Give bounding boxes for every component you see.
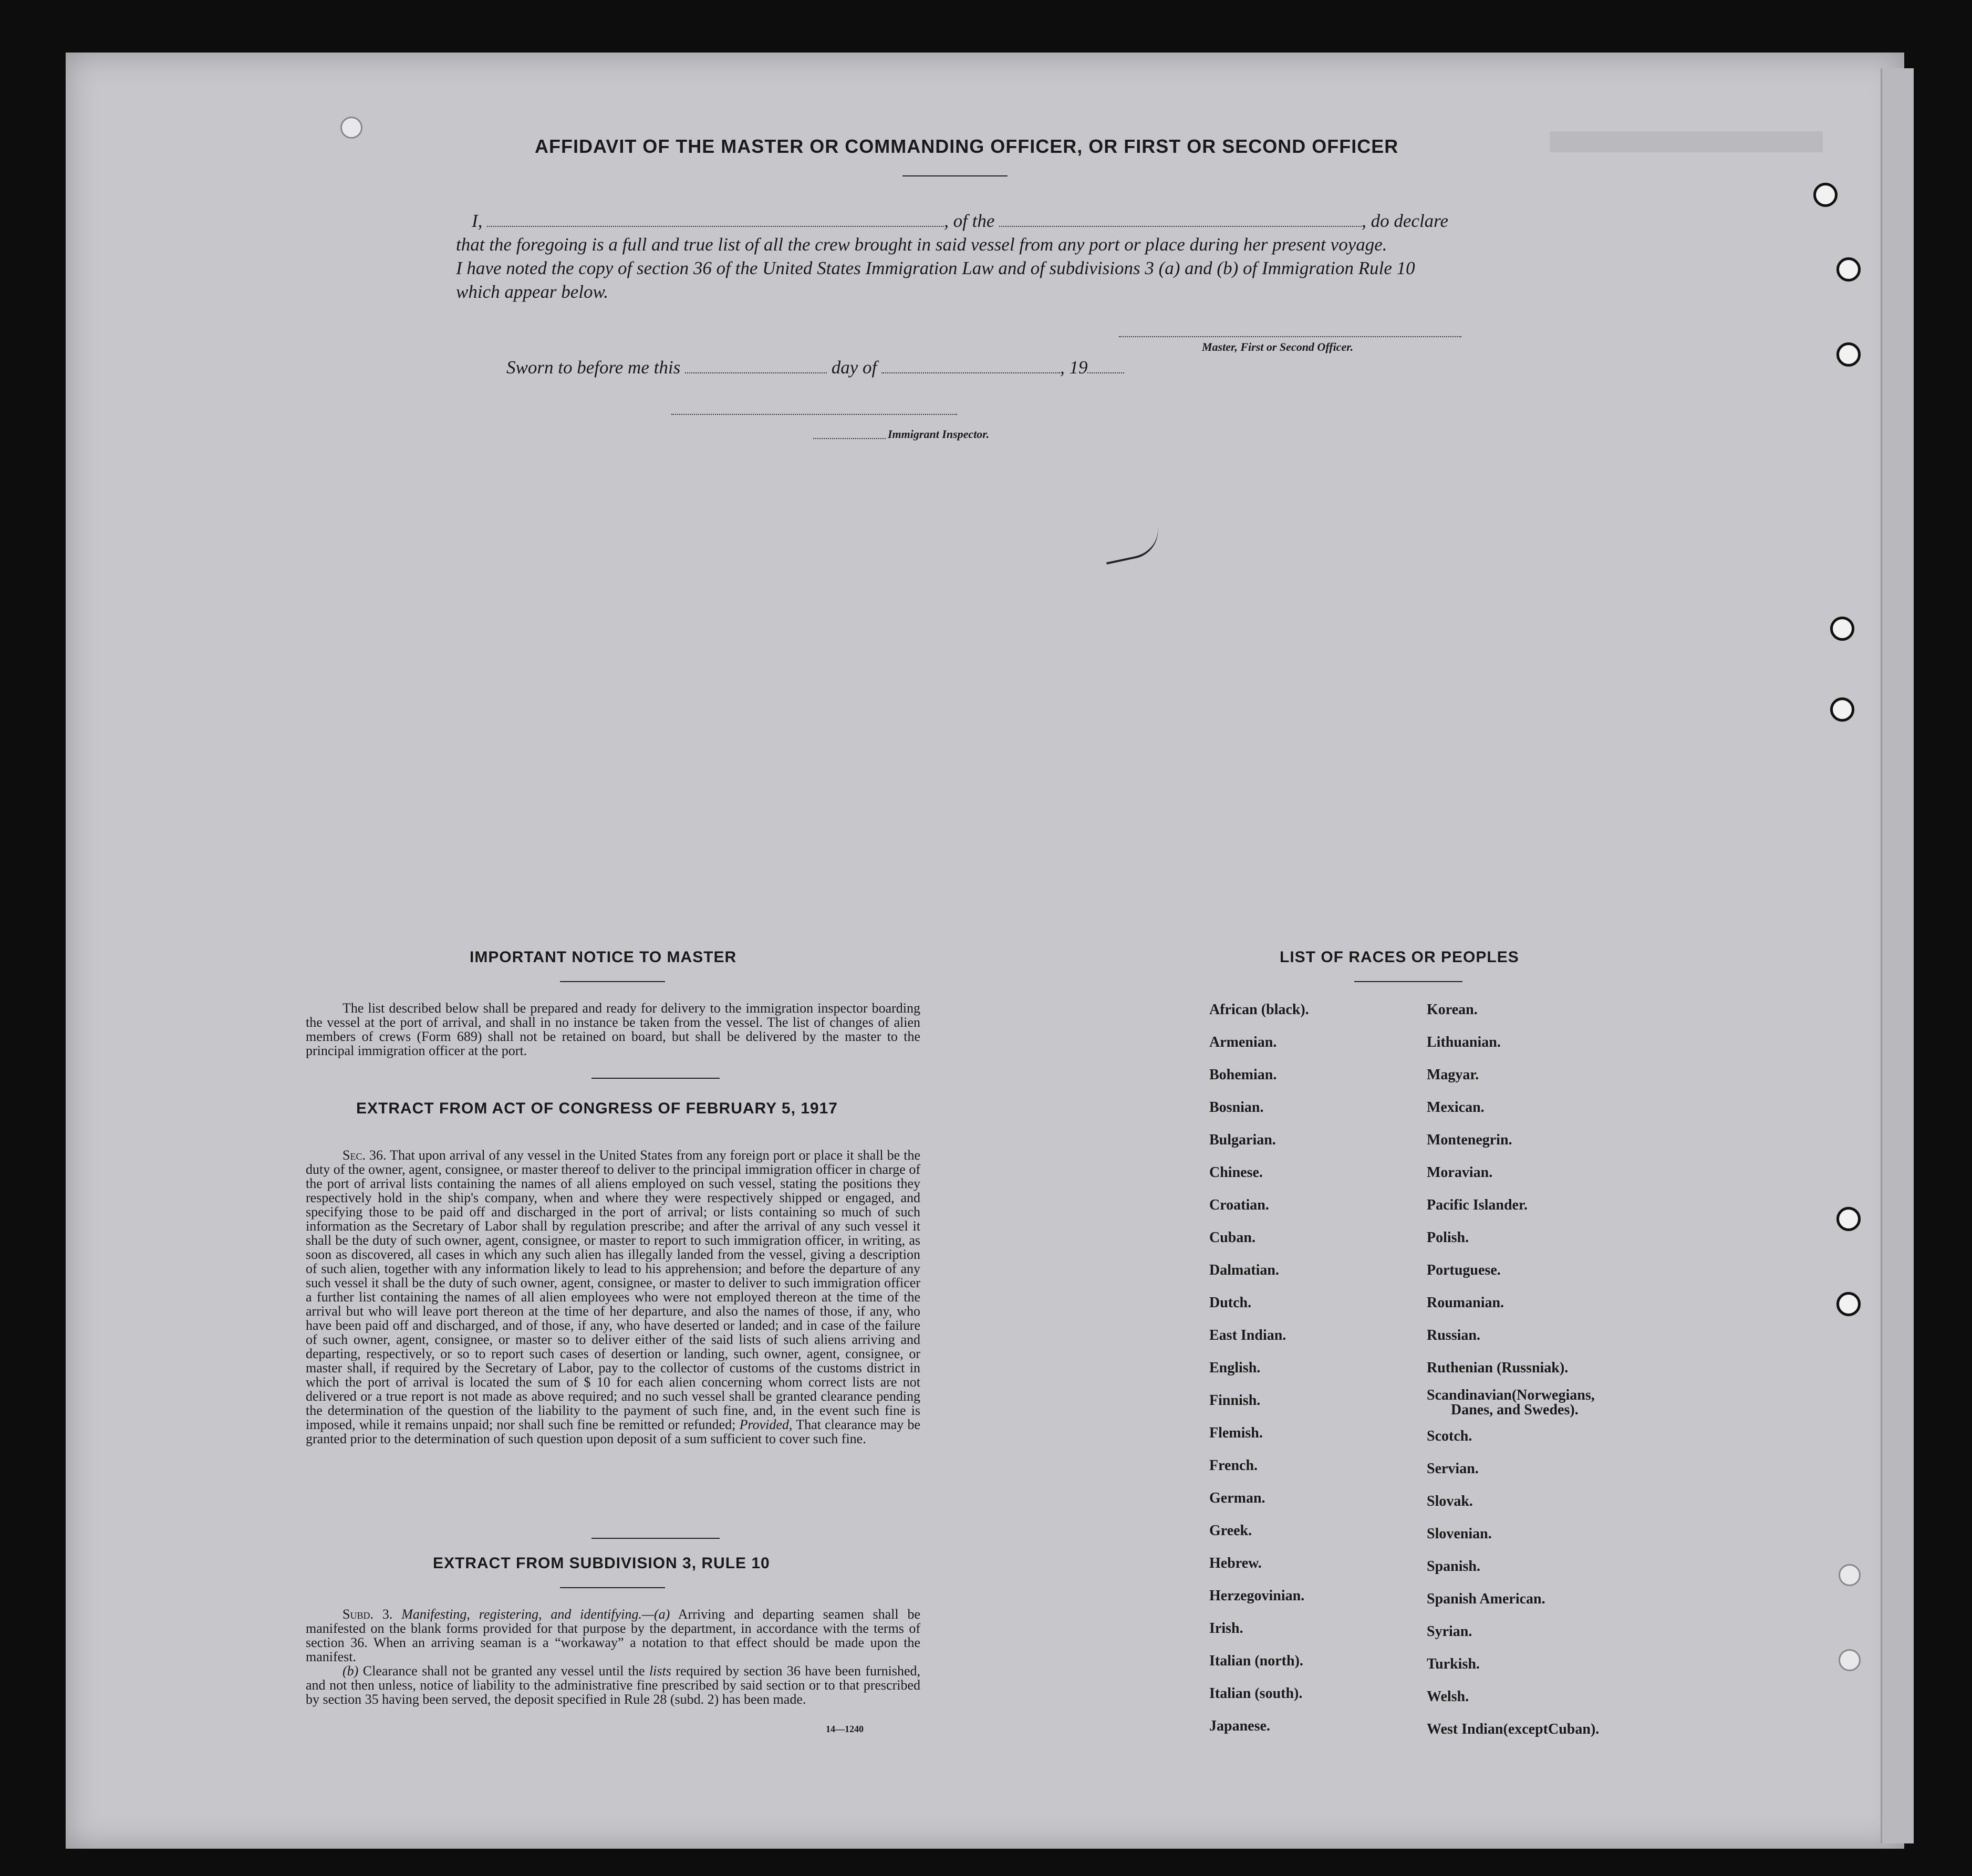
race-item: Scandinavian(Norwegians, Danes, and Swedes). bbox=[1427, 1387, 1595, 1418]
divider bbox=[560, 981, 665, 982]
divider bbox=[591, 1078, 720, 1079]
subd-label: Subd. 3. bbox=[342, 1607, 393, 1622]
affidavit-line-3: I have noted the copy of section 36 of the United States Immigration Law and of subdivisions 3 (a) and (b) of Immigration Rule 10 bbox=[456, 258, 1415, 278]
inspector-signature-field[interactable] bbox=[671, 413, 957, 415]
rule10-heading: EXTRACT FROM SUBDIVISION 3, RULE 10 bbox=[433, 1555, 770, 1572]
sworn-year-field[interactable] bbox=[1087, 358, 1124, 373]
act-provided: Provided, bbox=[739, 1417, 793, 1432]
bleed-through bbox=[1550, 131, 1823, 152]
race-item: Bohemian. bbox=[1209, 1067, 1277, 1083]
notice-paragraph: The list described below shall be prepared and ready for delivery to the immigration inspector boarding the vessel at the port of arrival, and shall in no instance be taken from the vessel. The list of changes of alien members of crews (Form 689) shall not be retained on board, but shall be delivered by the master to the principal immigration officer at the port. bbox=[306, 1000, 920, 1058]
act-text-a: That upon arrival of any vessel in the United States from any foreign port or place it shall be the duty of the owner, agent, consignee, or master thereof to deliver to the principal immigration officer in charge of the port of arrival lists containing the names of all aliens employed on such vessel, stating the positions they respectively hold in the ship's company, when and where they were respectively shipped or engaged, and specifying those to be paid off and discharged in the port of arrival; or lists containing so much of such information as the Secretary of Labor shall by regulation prescribe; and after the arrival of any such vessel it shall be the duty of such owner, agent, consignee, or master to report to such immigration officer, in writing, as soon as discovered, all cases in which any such alien has illegally landed from the vessel, giving a description of such alien, together with any information likely to lead to his apprehension; and before the departure of any such vessel it shall be the duty of such owner, agent, consignee, or master to deliver to such immigration officer a further list containing the names of all alien employees who were not employed thereon at the time of the arrival but who will leave port thereon at the time of her departure, and also the names of those, if any, who have been paid off and discharged, and of those, if any, who have deserted or landed; and in case of the failure of such owner, agent, consignee, or master so to deliver either of the said lists of such aliens arriving and departing, respectively, or so to report such cases of desertion or landing, such owner, agent, consignee, or master shall, if required by the Secretary of Labor, pay to the collector of customs of the customs district in which the port of arrival is located the sum of $ 10 for each alien concerning whom correct lists are not delivered or a true report is not made as above required; and no such vessel shall be granted clearance pending the determination of the question of the liability to the payment of such fine, and, in the event such fine is imposed, while it remains unpaid; nor shall such fine be remitted or refunded; bbox=[306, 1148, 921, 1432]
page-edge bbox=[1881, 68, 1914, 1843]
b-label: (b) bbox=[342, 1663, 359, 1679]
act-text-b: That clearance may be granted prior to the determination of such question upon deposit of a sum sufficient to cover such fine. bbox=[306, 1417, 921, 1446]
race-item: Scotch. bbox=[1427, 1428, 1472, 1444]
races-right-column bbox=[1427, 994, 1599, 1746]
rule10-text-b1: Clearance shall not be granted any vessel until the bbox=[362, 1663, 645, 1679]
race-item: Ruthenian (Russniak). bbox=[1427, 1360, 1569, 1376]
race-item: German. bbox=[1209, 1490, 1265, 1506]
punch-hole bbox=[1839, 1564, 1861, 1586]
divider bbox=[591, 1538, 720, 1539]
race-item: Armenian. bbox=[1209, 1034, 1277, 1050]
subd-title: Manifesting, registering, and identifying.—(a) bbox=[401, 1607, 670, 1622]
race-item: Greek. bbox=[1209, 1523, 1252, 1539]
race-item: African (black). bbox=[1209, 1002, 1309, 1018]
sworn-day-field[interactable] bbox=[685, 358, 827, 373]
punch-hole bbox=[1830, 697, 1854, 722]
divider bbox=[902, 175, 1008, 176]
race-item: Croatian. bbox=[1209, 1197, 1269, 1213]
race-item: English. bbox=[1209, 1360, 1261, 1376]
punch-hole bbox=[1836, 1207, 1861, 1231]
document-page bbox=[66, 53, 1904, 1849]
sworn-year: , 19 bbox=[1060, 357, 1088, 378]
master-signature-field[interactable] bbox=[1119, 335, 1461, 337]
punch-hole bbox=[1836, 342, 1861, 367]
act-heading: EXTRACT FROM ACT OF CONGRESS OF FEBRUARY 5, 1917 bbox=[356, 1100, 838, 1117]
notice-heading: IMPORTANT NOTICE TO MASTER bbox=[470, 949, 737, 966]
punch-hole bbox=[1836, 1292, 1861, 1316]
notice-text bbox=[306, 1001, 920, 1058]
race-item: Montenegrin. bbox=[1427, 1132, 1512, 1148]
punch-hole bbox=[1839, 1649, 1861, 1671]
punch-hole bbox=[1836, 257, 1861, 282]
race-item: Slovak. bbox=[1427, 1493, 1473, 1509]
rule10-text bbox=[306, 1607, 920, 1706]
lists-word: lists bbox=[649, 1663, 671, 1679]
race-item: Servian. bbox=[1427, 1461, 1479, 1477]
rule10-text-a: Arriving and departing seamen shall be manifested on the blank forms provided for that purpose by the department, in accordance with the terms of section 36. When an arriving seaman is a “workaway” a notation to that effect should be made upon the manifest. bbox=[306, 1607, 921, 1664]
inspector-label: Immigrant Inspector. bbox=[888, 428, 990, 441]
race-item: Japanese. bbox=[1209, 1718, 1270, 1734]
divider bbox=[560, 1587, 665, 1588]
race-item: Finnish. bbox=[1209, 1392, 1261, 1409]
race-item: Herzegovinian. bbox=[1209, 1588, 1305, 1604]
affidavit-title: AFFIDAVIT OF THE MASTER OR COMMANDING OFFICER, OR FIRST OR SECOND OFFICER bbox=[535, 136, 1399, 157]
race-item: Bosnian. bbox=[1209, 1099, 1264, 1116]
race-item: Italian (north). bbox=[1209, 1653, 1303, 1669]
race-item: Moravian. bbox=[1427, 1164, 1493, 1181]
race-item: Lithuanian. bbox=[1427, 1034, 1501, 1050]
race-item: Portuguese. bbox=[1427, 1262, 1501, 1278]
race-item: Spanish American. bbox=[1427, 1591, 1545, 1607]
race-item: Russian. bbox=[1427, 1327, 1480, 1343]
race-item: Dalmatian. bbox=[1209, 1262, 1279, 1278]
race-item: Magyar. bbox=[1427, 1067, 1479, 1083]
divider bbox=[1354, 981, 1462, 982]
rule10-text-b2: required by section 36 have been furnished, and not then unless, notice of liability to the administrative fine prescribed by said section or to that prescribed by section 35 having been served, the deposit specified in Rule 28 (subd. 2) has been made. bbox=[306, 1663, 921, 1707]
race-item: Hebrew. bbox=[1209, 1555, 1262, 1571]
affidavit-i: I, bbox=[472, 211, 483, 231]
sworn-day-of: day of bbox=[831, 357, 877, 378]
sworn-line bbox=[506, 357, 1124, 378]
race-item: Slovenian. bbox=[1427, 1526, 1492, 1542]
name-field[interactable] bbox=[487, 211, 944, 227]
affidavit-declare: , do declare bbox=[1362, 211, 1449, 231]
affidavit-text bbox=[456, 209, 1465, 304]
race-item: Bulgarian. bbox=[1209, 1132, 1276, 1148]
vessel-field[interactable] bbox=[999, 211, 1362, 227]
race-item: Chinese. bbox=[1209, 1164, 1263, 1181]
race-item: Dutch. bbox=[1209, 1295, 1252, 1311]
race-item: West Indian(exceptCuban). bbox=[1427, 1721, 1600, 1737]
race-item: Cuban. bbox=[1209, 1229, 1255, 1246]
race-item: Turkish. bbox=[1427, 1656, 1480, 1672]
race-item: Syrian. bbox=[1427, 1623, 1472, 1640]
affidavit-line-2: that the foregoing is a full and true list of all the crew brought in said vessel from any port or place during her present voyage. bbox=[456, 234, 1387, 255]
inspector-underline bbox=[813, 437, 886, 439]
race-item: Flemish. bbox=[1209, 1425, 1263, 1441]
sworn-prefix: Sworn to before me this bbox=[506, 357, 681, 378]
race-item: Spanish. bbox=[1427, 1558, 1480, 1575]
race-item: Korean. bbox=[1427, 1002, 1478, 1018]
race-item: Welsh. bbox=[1427, 1689, 1469, 1705]
race-item: Pacific Islander. bbox=[1427, 1197, 1528, 1213]
sworn-month-field[interactable] bbox=[881, 358, 1060, 373]
race-item: East Indian. bbox=[1209, 1327, 1286, 1343]
act-section-label: Sec. 36. bbox=[342, 1148, 387, 1163]
punch-hole bbox=[340, 117, 362, 139]
races-heading: LIST OF RACES OR PEOPLES bbox=[1280, 949, 1519, 966]
race-item: Irish. bbox=[1209, 1620, 1243, 1637]
races-left-column bbox=[1209, 994, 1309, 1743]
race-item: Roumanian. bbox=[1427, 1295, 1504, 1311]
affidavit-of-the: , of the bbox=[944, 211, 995, 231]
punch-hole bbox=[1830, 617, 1854, 641]
form-number: 14—1240 bbox=[826, 1724, 864, 1734]
punch-hole bbox=[1813, 183, 1838, 207]
act-text bbox=[306, 1148, 920, 1446]
race-item: Italian (south). bbox=[1209, 1685, 1303, 1702]
race-item: Polish. bbox=[1427, 1229, 1469, 1246]
master-label: Master, First or Second Officer. bbox=[1202, 340, 1354, 353]
race-item: Mexican. bbox=[1427, 1099, 1485, 1116]
race-item: French. bbox=[1209, 1457, 1258, 1474]
affidavit-line-4: which appear below. bbox=[456, 282, 609, 302]
